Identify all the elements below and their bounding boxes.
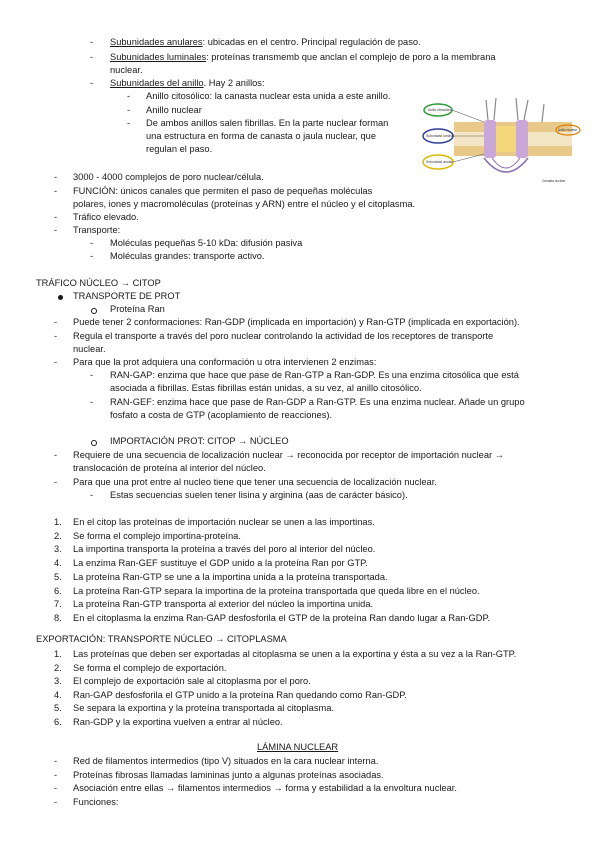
- bullet-dash: -: [54, 796, 58, 807]
- bullet-dash: -: [54, 212, 58, 222]
- bullet-dot: [58, 295, 63, 300]
- fig-label-1: Subunidad luminal: [426, 134, 454, 138]
- transporte-prot-line: TRANSPORTE DE PROT: [73, 291, 181, 301]
- anillo-nuclear-line: Anillo nuclear: [146, 105, 202, 115]
- bullet-dash: -: [90, 52, 94, 62]
- lamina-item: Funciones:: [73, 796, 119, 807]
- import-step: La importina transporta la proteína a través del poro al interior del núcleo.: [73, 544, 376, 555]
- import-step: En el citop las proteínas de importación nuclear se unen a las importinas.: [73, 517, 375, 527]
- import-step: La proteína Ran-GTP transporta al exterior del núcleo la importina unida.: [73, 599, 374, 610]
- moleculas-grandes-line: Moléculas grandes: transporte activo.: [110, 251, 265, 261]
- import-step: La enzima Ran-GEF sustituye el GDP unido a la proteína Ran por GTP.: [73, 558, 368, 569]
- bullet-dash: -: [54, 317, 58, 327]
- step-number: 4.: [54, 689, 62, 700]
- bullet-dash: -: [54, 477, 58, 487]
- enzimas-line: Para que la prot adquiera una conformación u otra intervienen 2 enzimas:: [73, 357, 377, 367]
- import-step: En el citoplasma la enzima Ran-GAP desfosforila el GTP de la proteína Ran dando lugar a Ran-GDP.: [73, 612, 491, 623]
- anillo-citosolico-line: Anillo citosólico: la canasta nuclear esta unida a este anillo.: [146, 91, 391, 101]
- step-number: 6.: [54, 585, 62, 596]
- step-number: 7.: [54, 599, 62, 610]
- step-number: 2.: [54, 662, 62, 673]
- export-heading: EXPORTACIÓN: TRANSPORTE NÚCLEO → CITOPLASMA: [36, 634, 287, 644]
- nuclear-basket-inner: [492, 158, 520, 168]
- fig-label-2: Subunidad anular: [426, 160, 453, 164]
- para-que-line: Para que una prot entre al nucleo tiene que tener una secuencia de localización nuclear.: [73, 477, 437, 487]
- nuclear-pore-figure: [422, 90, 582, 186]
- bullet-dash: -: [54, 756, 58, 766]
- regula-line-1: Regula el transporte a través del poro nuclear controlando la actividad de los receptores de transporte: [73, 331, 494, 341]
- lamina-item: Red de filamentos intermedios (tipo V) situados en la cara nuclear interna.: [73, 756, 379, 766]
- fibrillas-line-1: De ambos anillos salen fibrillas. En la parte nuclear forman: [146, 118, 389, 128]
- step-number: 1.: [54, 517, 62, 527]
- filament: [542, 104, 544, 122]
- export-step: Ran-GAP desfosforila el GTP unido a la proteína Ran quedando como Ran-GDP.: [73, 689, 407, 700]
- text-anulares: : ubicadas en el centro. Principal regulación de paso.: [202, 37, 421, 47]
- nuclear-basket: [484, 158, 528, 172]
- bullet-dash: -: [90, 238, 94, 248]
- transporte-line: Transporte:: [73, 225, 121, 235]
- step-number: 5.: [54, 571, 62, 582]
- bullet-dash: -: [54, 783, 58, 794]
- bullet-dash: -: [54, 225, 58, 235]
- complejos-line: 3000 - 4000 complejos de poro nuclear/célula.: [73, 172, 264, 182]
- pore-column-left: [484, 120, 496, 158]
- lamina-item: Proteínas fibrosas llamadas lamininas junto a algunas proteínas asociadas.: [73, 769, 384, 780]
- step-number: 3.: [54, 544, 62, 555]
- bullet-dash: -: [90, 397, 94, 407]
- step-number: 8.: [54, 612, 62, 623]
- step-number: 6.: [54, 717, 62, 727]
- step-number: 3.: [54, 676, 62, 687]
- requiere-line-2: translocación de proteína al interior del núcleo.: [73, 463, 266, 473]
- rangef-line-2: fosfato a costa de GTP (acoplamiento de reacciones).: [110, 410, 333, 420]
- export-step: Se forma el complejo de exportación.: [73, 662, 227, 673]
- term-anillo: Subunidades del anillo: [110, 78, 204, 88]
- lamina-heading: LÁMINA NUCLEAR: [257, 742, 339, 752]
- proteina-ran-line: Proteína Ran: [110, 304, 165, 314]
- filament: [486, 100, 488, 120]
- bullet-dash: -: [54, 172, 58, 182]
- filament: [516, 98, 518, 120]
- bullet-dash: -: [127, 118, 131, 128]
- fig-label-0: Anillo citosólico: [428, 108, 452, 112]
- fibrillas-line-3: regulan el paso.: [146, 144, 213, 154]
- rangap-line-2: asociada a fibrillas. Estas fibrillas están unidas, a su vez, al anillo citosólico.: [110, 383, 422, 393]
- step-number: 2.: [54, 530, 62, 541]
- text-anillo: . Hay 2 anillos:: [203, 78, 265, 88]
- bullet-dash: -: [54, 186, 58, 196]
- bullet-dash: -: [127, 91, 131, 101]
- nuclear-pore-diagram: [422, 90, 582, 186]
- filament: [524, 100, 528, 120]
- funcion-line-1: FUNCIÓN: únicos canales que permiten el paso de pequeñas moléculas: [73, 186, 373, 196]
- lamina-item: Asociación entre ellas → filamentos intermedios → forma y estabilidad a la envoltura nuclear.: [73, 783, 457, 794]
- filament: [494, 98, 496, 120]
- requiere-line-1: Requiere de una secuencia de localización nuclear → reconocida por receptor de importación nuclear →: [73, 450, 505, 460]
- bullet-dash: -: [54, 331, 58, 341]
- bullet-circle: [91, 440, 97, 446]
- bullet-dash: -: [54, 357, 58, 367]
- bullet-dash: -: [90, 251, 94, 261]
- bullet-circle: [91, 308, 97, 314]
- pointer-line: [452, 110, 484, 122]
- pore-column-right: [516, 120, 528, 158]
- trafico-elevado-line: Tráfico elevado.: [73, 212, 139, 222]
- export-step: Las proteínas que deben ser exportadas al citoplasma se unen a la exportina y ésta a su vez a la Ran-GTP.: [73, 649, 517, 659]
- import-step: La proteína Ran-GTP separa la importina de la proteína transportada que queda libre en el núcleo.: [73, 585, 480, 596]
- bullet-dash: -: [90, 490, 94, 500]
- term-luminales: Subunidades luminales: [110, 52, 207, 62]
- bullet-dash: -: [54, 450, 58, 460]
- step-number: 4.: [54, 558, 62, 569]
- trafico-heading: TRÁFICO NÚCLEO → CITOP: [36, 278, 161, 288]
- bullet-dash: -: [90, 37, 94, 47]
- bullet-dash: -: [54, 769, 58, 780]
- step-number: 1.: [54, 649, 62, 659]
- fig-label-4: Canasta nuclear: [542, 179, 566, 183]
- rangef-line-1: RAN-GEF: enzima hace que pase de Ran-GDP a Ran-GTP. Es una enzima nuclear. Añade un grupo: [110, 397, 525, 407]
- export-step: Se separa la exportina y la proteína transportada al citoplasma.: [73, 703, 334, 714]
- funcion-line-2: polares, iones y macromoléculas (proteínas y ARN) entre el núcleo y el citoplasma.: [73, 199, 416, 209]
- term-anulares: Subunidades anulares: [110, 37, 203, 47]
- importacion-heading: IMPORTACIÓN PROT: CITOP → NÚCLEO: [110, 436, 289, 446]
- conformaciones-line: Puede tener 2 conformaciones: Ran-GDP (implicada en importación) y Ran-GTP (implicada en exportación).: [73, 317, 520, 327]
- step-number: 5.: [54, 703, 62, 714]
- import-step: La proteína Ran-GTP se une a la importina unida a la proteína transportada.: [73, 571, 388, 582]
- subunidades-luminales-line: [110, 51, 496, 64]
- subunidades-luminales-cont: nuclear.: [110, 65, 143, 75]
- bullet-dash: -: [90, 370, 94, 380]
- text-luminales: : proteínas transmemb que anclan el complejo de poro a la membrana: [206, 52, 496, 62]
- subunidades-anillo-line: [110, 77, 265, 90]
- regula-line-2: nuclear.: [73, 344, 106, 354]
- export-step: Ran-GDP y la exportina vuelven a entrar al núcleo.: [73, 717, 283, 727]
- import-step: Se forma el complejo importina-proteína.: [73, 530, 241, 541]
- bullet-dash: -: [127, 105, 131, 115]
- export-step: El complejo de exportación sale al citoplasma por el poro.: [73, 676, 311, 687]
- pore-channel: [496, 126, 516, 152]
- fig-label-3: Anillo nuclear: [558, 128, 578, 132]
- secuencias-line: Estas secuencias suelen tener lisina y arginina (aas de carácter básico).: [110, 490, 408, 500]
- rangap-line-1: RAN-GAP: enzima que hace que pase de Ran-GTP a Ran-GDP. Es una enzima citosólica que está: [110, 370, 519, 380]
- subunidades-anulares-line: [110, 36, 421, 49]
- bullet-dash: -: [90, 78, 94, 88]
- fibrillas-line-2: una estructura en forma de canasta o jaula nuclear, que: [146, 131, 376, 141]
- moleculas-pequenas-line: Moléculas pequeñas 5-10 kDa: difusión pasiva: [110, 238, 303, 248]
